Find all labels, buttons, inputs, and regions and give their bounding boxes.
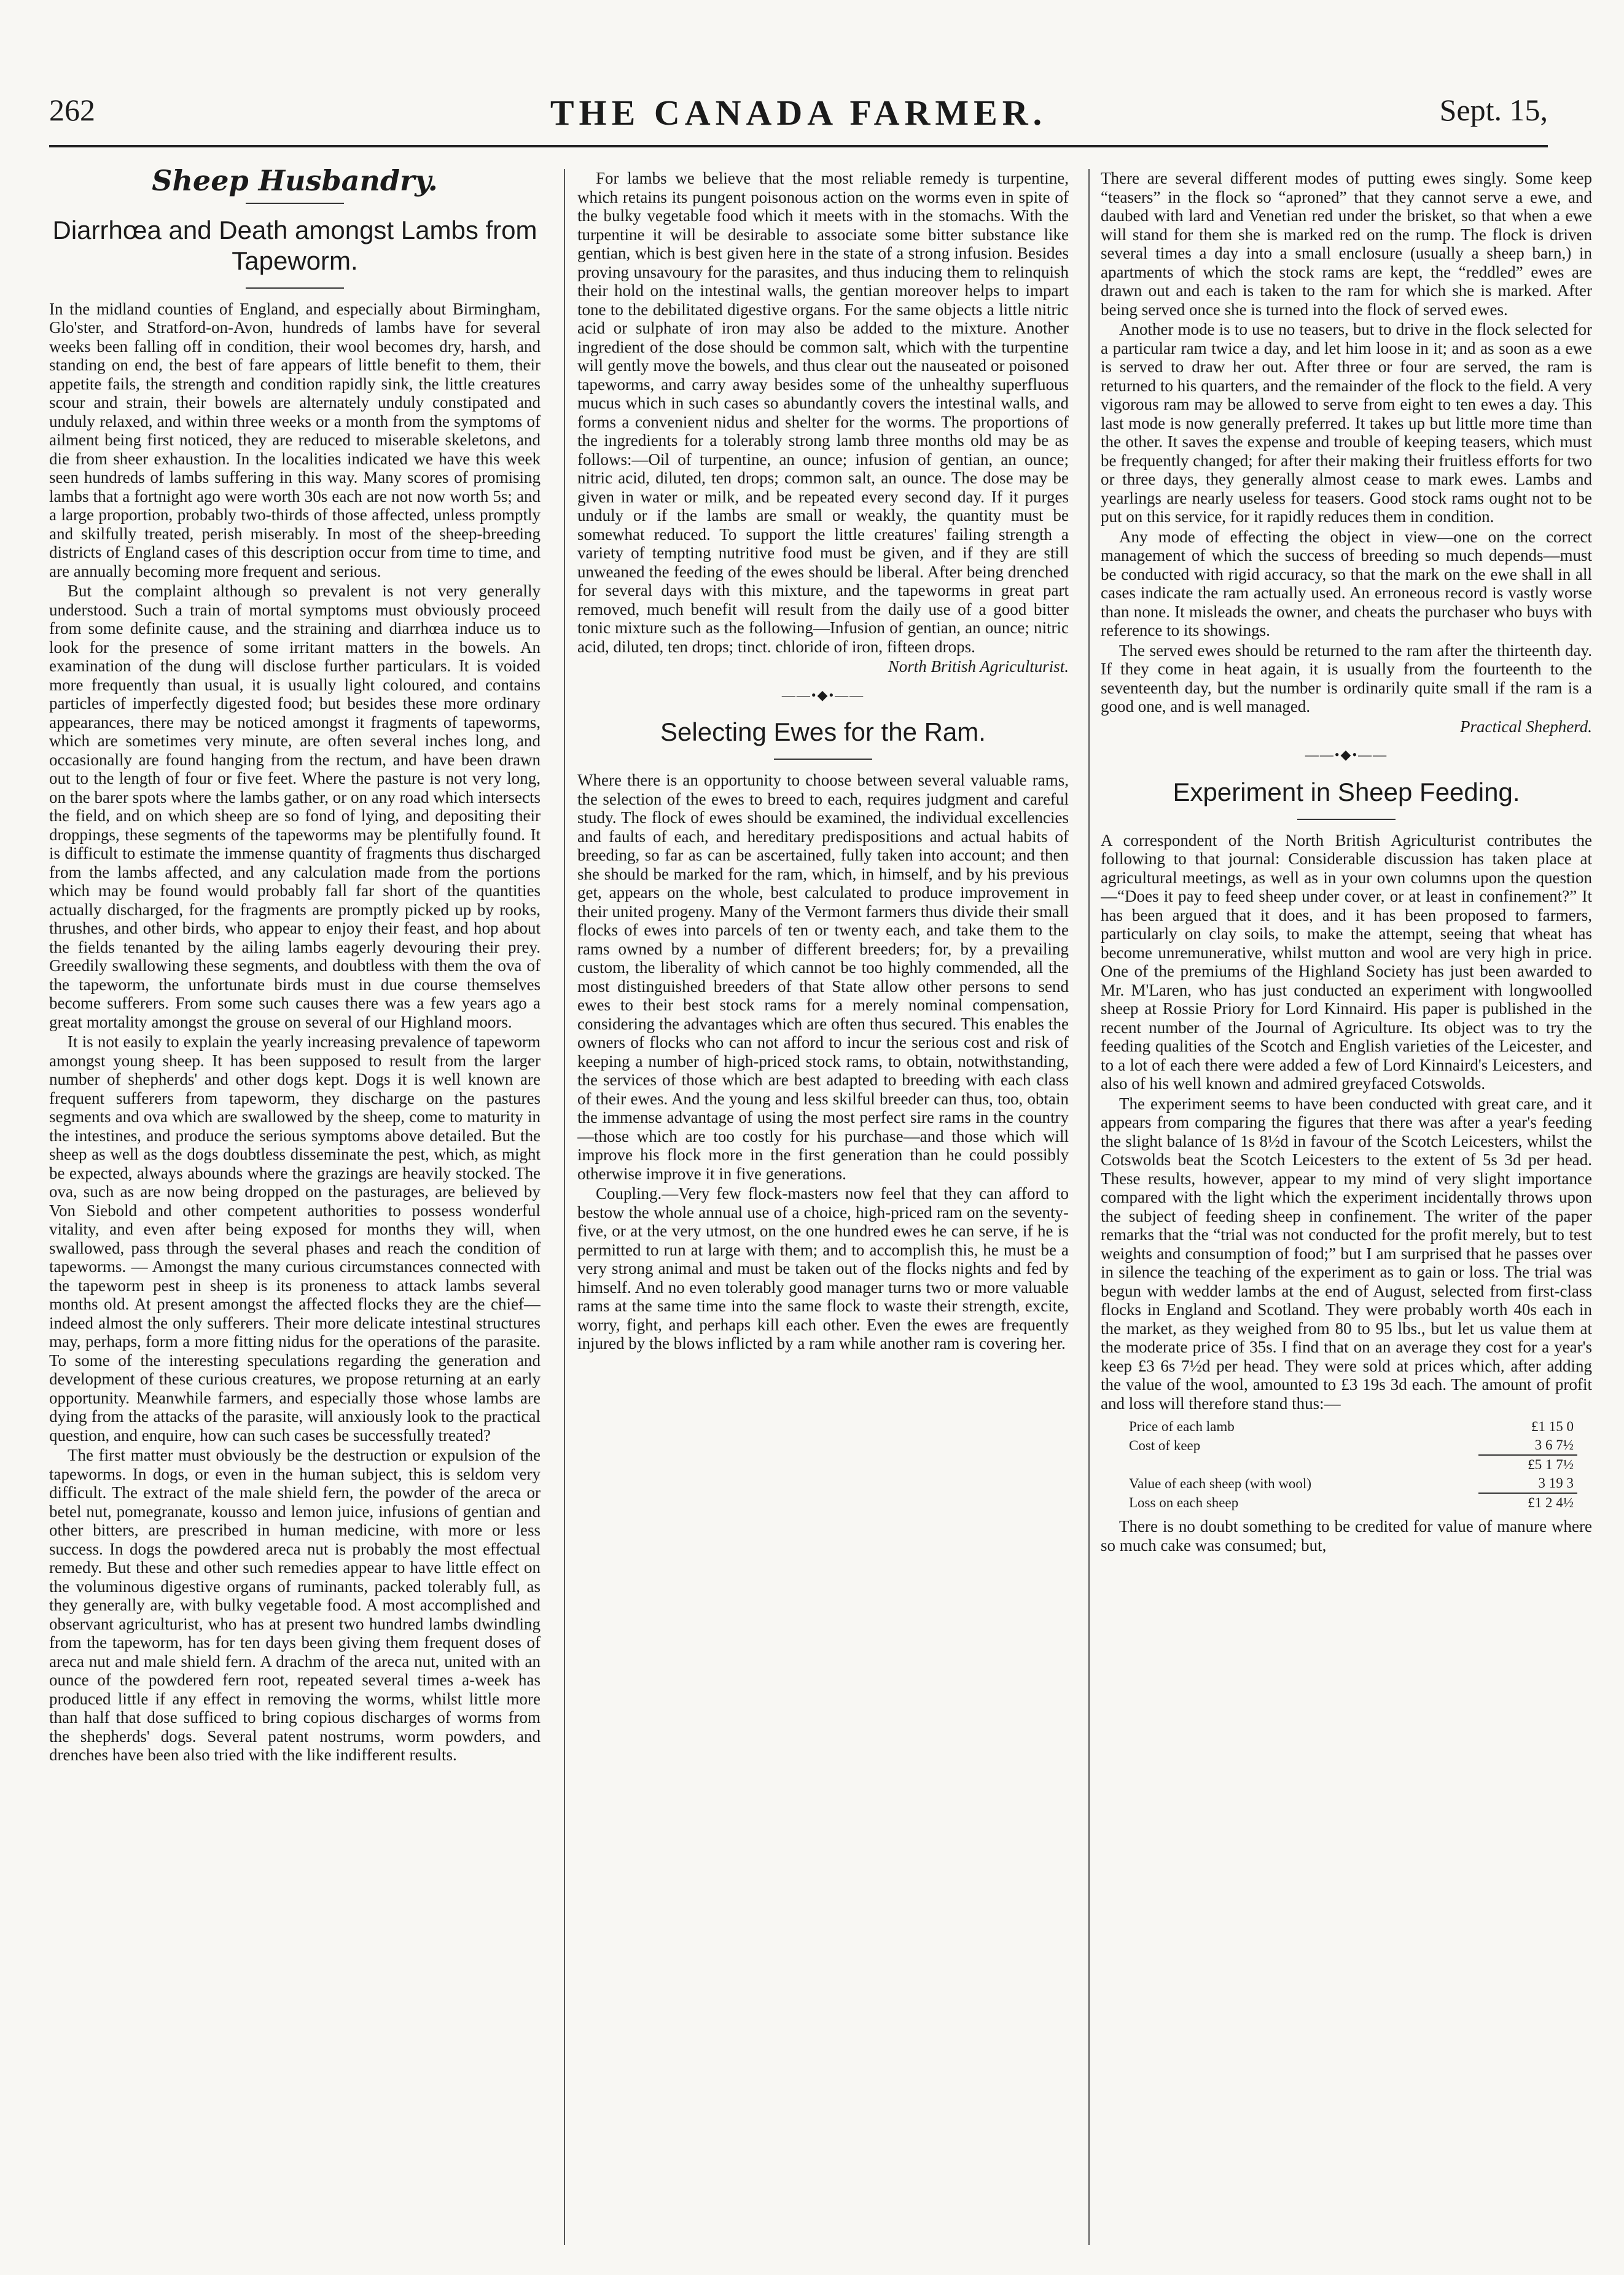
article-paragraph: There is no doubt something to be credited for value of manure where so much cake was consumed; but, <box>1101 1517 1592 1555</box>
table-label: Cost of keep <box>1129 1437 1201 1453</box>
profit-loss-table <box>1125 1418 1577 1512</box>
article-paragraph: Where there is an opportunity to choose between several valuable rams, the selection of the ewes to breed to each, requires judgment and careful study. The flock of ewes should be examined, the individual excellencies and faults of each, and hereditary predispositions and actual habits of breeding, so far as can be ascertained, fully taken into account; and then she should be marked for the ram, which, in himself, and by his previous get, appears on the whole, best calculated to produce improvement in their united progeny. Many of the Vermont farmers thus divide their small flocks of ewes into parcels of ten or twenty each, and take them to the rams owned by a number of different breeders; for, by a prevailing custom, the liberality of which cannot be too highly commended, all the most distinguished breeders of that State allow other persons to send ewes to their best stock rams for a merely nominal compensation, considering the advantages which are often thus secured. This enables the owners of flocks who can not afford to incur the serious cost and risk of keeping a number of high-priced stock rams, to obtain, notwithstanding, the services of those which are best adapted to breeding with each class of their ewes. And the young and less skilful breeder can thus, too, obtain the immense advantage of using the most perfect sire rams in the country—those which are too costly for his purchase—and those which will improve his flock more in the first generation than he could possibly otherwise improve it in five generations. <box>577 771 1069 1183</box>
article-paragraph: Another mode is to use no teasers, but to drive in the flock selected for a particular ram twice a day, and let him loose in it; and as soon as a ewe is served to draw her out. After three or four are served, the ram is returned to his quarters, and the remainder of the flock to the field. A very vigorous ram may be allowed to serve from eight to ten ewes a day. This last mode is now generally preferred. It takes up but little more time than the other. It saves the expense and trouble of keeping teasers, which must be frequently changed; for after their making their fruitless efforts for two or three days, they generally almost cease to mark ewes. Lambs and yearlings are nearly useless for teasers. Good stock rams ought not to be put on this service, for it rapidly reduces them in condition. <box>1101 320 1592 526</box>
table-row <box>1125 1455 1577 1474</box>
table-row <box>1125 1474 1577 1493</box>
ornament-divider: ——•◆•—— <box>781 687 865 703</box>
column-rule <box>1088 169 1090 2245</box>
article-paragraph: Coupling.—Very few flock-masters now feel that they can afford to bestow the whole annual use of a choice, high-priced ram on the seventy-five, or at the very utmost, on the one hundred ewes he can serve, if he is permitted to run at large with them; and to accomplish this, he must be a very strong animal and must be taken out of the flocks nights and fed by himself. And no even tolerably good manager turns two or more valuable rams at the same time into the same flock to waste their strength, excite, worry, fight, and perhaps kill each other. Even the ewes are frequently injured by the blows inflicted by a ram while another ram is covering her. <box>577 1184 1069 1352</box>
divider <box>246 287 344 289</box>
article-paragraph: A correspondent of the North British Agriculturist contributes the following to that journal: Considerable discussion has taken place at agricultural meetings, as well as in your own columns upon the question—“Does it pay to feed sheep under cover, or at least in confinement?” It has been argued that it does, and it has been proposed to farmers, particularly on clay soils, to make the attempt, seeing that wheat has become unremunerative, whilst mutton and wool are very high in price. One of the premiums of the Highland Society has just been awarded to Mr. M'Laren, who has just conducted an experiment with longwoolled sheep at Rossie Priory for Lord Kinnaird. His paper is published in the recent number of the Journal of Agriculture. Its object was to try the feeding qualities of the Scotch and English varieties of the Leicester, and to a lot of each there were added a few of Lord Kinnaird's Leicesters, and also of his well known and admired greyfaced Cotswolds. <box>1101 830 1592 1093</box>
column-rule <box>564 169 565 2245</box>
section-heading: Sheep Husbandry. <box>152 169 438 197</box>
table-label: Price of each lamb <box>1129 1419 1235 1434</box>
column-1 <box>49 169 541 2251</box>
table-value: £1 15 0 <box>1531 1419 1574 1434</box>
divider <box>774 759 872 760</box>
issue-date: Sept. 15, <box>1439 93 1548 127</box>
article-source: North British Agriculturist. <box>888 657 1069 676</box>
article-paragraph: The first matter must obviously be the destruction or expulsion of the tapeworms. In dogs, or even in the human subject, this is seldom very difficult. The extract of the male shield fern, the powder of the areca or betel nut, pomegranate, kousso and lemon juice, infusions of gentian and other bitters, are prescribed in human medicine, with more or less success. In dogs the powdered areca nut is probably the most effectual remedy. But these and other such remedies appear to have little effect on the voluminous digestive organs of ruminants, packed tolerably full, as they generally are, with bulky vegetable food. A most accomplished and observant agriculturist, who has at present two hundred lambs dwindling from the tapeworm, has for ten days been giving them frequent doses of areca nut and male shield fern. A drachm of the areca nut, united with an ounce of the powdered fern root, repeated several times a-week has produced little if any effect in removing the worms, whilst little more than half that dose sufficed to bring copious discharges of worms from the shepherds' dogs. Several patent nostrums, worm powders, and drenches have been also tried with the like indifferent results. <box>49 1446 541 1764</box>
article-paragraph: But the complaint although so prevalent is not very generally understood. Such a train of mortal symptoms must obviously proceed from some definite cause, and the straining and diarrhœa induce us to look for the presence of some irritant matters in the bowels. An examination of the dung will disclose further particulars. It is voided more frequently than usual, it is usually light coloured, and contains particles of imperfectly digested food; but besides these more ordinary appearances, there may be noticed amongst it fragments of tapeworms, which are sometimes very minute, are often several inches long, and occasionally are found hanging from the rectum, and have been drawn out to the length of four or five feet. Where the pasture is not very long, on the barer spots where the lambs gather, or on any road which intersects the field, and on which sheep are so fond of lying, and depositing their droppings, these segments of the tapeworms may be plentifully found. It is difficult to estimate the immense quantity of fragments thus discharged from the lambs affected, and any calculation made from the portions which may be found would probably fall far short of the quantities actually discharged, for the fragments are promptly picked up by rooks, thrushes, and other birds, who appear to enjoy their feast, and hop about the fields tenanted by the ailing lambs eagerly devouring their prey. Greedily swallowing these segments, and doubtless with them the ova of the tapeworm, the unfortunate birds must in due course themselves become sufferers. From some such causes there was a few years ago a great mortality amongst the grouse on several of our Highland moors. <box>49 582 541 1031</box>
table-label: Loss on each sheep <box>1129 1494 1239 1510</box>
table-row <box>1125 1493 1577 1512</box>
divider <box>246 203 344 204</box>
table-row <box>1125 1436 1577 1455</box>
table-value: 3 19 3 <box>1538 1475 1574 1491</box>
divider <box>1297 819 1396 820</box>
table-value: £5 1 7½ <box>1478 1455 1577 1474</box>
article-paragraph: For lambs we believe that the most reliable remedy is turpentine, which retains its pungent poisonous action on the worms even in spite of the bulky vegetable food which it meets with in the stomachs. With the turpentine it will be desirable to associate some bitter substance like gentian, which is best given here in the state of a strong infusion. Besides proving unsavoury for the parasites, and thus inducing them to relinquish their hold on the intestinal walls, the gentian moreover helps to impart tone to the debilitated digestive organs. For the same objects a little nitric acid or sulphate of iron may also be added to the mixture. Another ingredient of the dose should be common salt, which with the turpentine will gently move the bowels, and thus clear out the nauseated or poisoned tapeworms, and carry away besides some of the unhealthy superfluous mucus which in such cases so abundantly covers the intestinal walls, and forms a convenient nidus and shelter for the worms. The proportions of the ingredients for a tolerably strong lamb three months old may be as follows:—Oil of turpentine, an ounce; infusion of gentian, an ounce; nitric acid, diluted, ten drops; common salt, an ounce. The dose may be given in water or milk, and be repeated every second day. If it purges unduly or if the lambs are small or weakly, the quantity must be somewhat reduced. To support the little creatures' failing strength a variety of tempting nutritive food must be given, and if they are still unweaned the feeding of the ewes should be liberal. After being drenched for several days with this mixture, and the tapeworms in great part removed, much benefit will result from the daily use of a good bitter tonic mixture such as the following—Infusion of gentian, an ounce; nitric acid, diluted, ten drops; tinct. chloride of iron, fifteen drops. <box>577 169 1069 656</box>
article-paragraph: It is not easily to explain the yearly increasing prevalence of tapeworm amongst young sheep. It has been supposed to result from the larger number of shepherds' and other dogs kept. Dogs it is well known are frequent sufferers from tapeworm, they discharge on the pastures segments and ova which are swallowed by the sheep, come to maturity in the intestines, and produce the serious symptoms above detailed. But the sheep as well as the dogs doubtless disseminate the pest, which, as might be expected, always abounds where the grazings are heavily stocked. The ova, such as are now being dropped on the pasturages, are believed by Von Siebold and other competent authorities to possess wonderful vitality, and even after being exposed for months they will, when swallowed, pass through the several phases and reach the condition of tapeworms. — Amongst the many curious circumstances connected with the tapeworm pest in sheep is its proneness to attack lambs several months old. At present amongst the affected flocks they are the chief—indeed almost the only sufferers. Their more delicate intestinal structures may, perhaps, form a more fitting nidus for the operations of the parasite. To some of the interesting speculations regarding the generation and development of these curious creatures, we propose returning at an early opportunity. Meanwhile farmers, and especially those whose lambs are dying from the attacks of the parasite, will anxiously look to the practical question, and enquire, how can such cases be successfully treated? <box>49 1032 541 1445</box>
article-paragraph: There are several different modes of putting ewes singly. Some keep “teasers” in the flock so “aproned” that they cannot serve a ewe, and daubed with lard and Venetian red under the brisket, so that when a ewe will stand for them she is marked red on the rump. The flock is driven several times a day into a small enclosure (usually a sheep barn,) in apartments of which the stock rams are kept, the “reddled” ewes are drawn out and each is taken to the ram for which she is marked. After being served once she is turned into the flock of served ewes. <box>1101 169 1592 319</box>
column-3 <box>1101 169 1592 2251</box>
table-label: Value of each sheep (with wool) <box>1129 1475 1311 1491</box>
table-row <box>1125 1418 1577 1436</box>
page-number: 262 <box>49 93 95 127</box>
article-paragraph: Any mode of effecting the object in view—one on the correct management of which the success of breeding so much depends—must be conducted with rigid accuracy, so that the mark on the ewe shall in all cases indicate the ram actually used. An erroneous record is vastly worse than none. It misleads the owner, and cheats the purchaser who buys with reference to its showings. <box>1101 527 1592 639</box>
article-paragraph: In the midland counties of England, and especially about Birmingham, Glo'ster, and Stratford-on-Avon, hundreds of lambs have for several weeks been falling off in condition, their wool becomes dry, harsh, and standing on end, the best of fare appears of little benefit to them, their appetite fails, the strength and condition rapidly sink, the little creatures scour and strain, their bowels are alternately unduly constipated and unduly relaxed, and within three weeks or a month from the symptoms of ailment being first noticed, they are reduced to miserable skeletons, and die from sheer exhaustion. In the localities indicated we have this week seen hundreds of lambs suffering in this way. Many scores of promising lambs that a fortnight ago were worth 30s each are not now worth 5s; and a large proportion, probably two-thirds of those affected, unless promptly and skilfully treated, perish miserably. In most of the sheep-breeding districts of England cases of this description occur from time to time, and are annually becoming more frequent and serious. <box>49 299 541 580</box>
table-value: 3 6 7½ <box>1534 1437 1574 1453</box>
article-title-tapeworm: Diarrhœa and Death amongst Lambs from Tapeworm. <box>52 215 537 275</box>
column-2 <box>577 169 1069 2251</box>
article-title-ewes: Selecting Ewes for the Ram. <box>660 717 986 746</box>
ornament-divider: ——•◆•—— <box>1305 747 1388 762</box>
article-title-feeding: Experiment in Sheep Feeding. <box>1173 777 1520 806</box>
article-source: Practical Shepherd. <box>1460 717 1592 736</box>
table-value: £1 2 4½ <box>1478 1493 1577 1512</box>
article-paragraph: The served ewes should be returned to the ram after the thirteenth day. If they come in heat again, it is usually from the fourteenth to the seventeenth day, but the number is ordinarily quite small if the ram is a good one, and is well managed. <box>1101 641 1592 716</box>
page-header <box>49 92 1548 147</box>
table-label <box>1125 1455 1478 1474</box>
article-paragraph: The experiment seems to have been conducted with great care, and it appears from comparing the figures that there was after a year's feeding the slight balance of 1s 8½d in favour of the Scotch Leicesters, whilst the Cotswolds beat the Scotch Leicesters to the extent of 5s 3d per head. These results, however, appear to my mind of very slight importance compared with the light which the experiment incidentally throws upon the subject of feeding sheep in confinement. The writer of the paper remarks that the “trial was not conducted for the profit merely, but to test weights and consumption of food;” but I am surprised that he passes over in silence the teaching of the experiment as to gain or loss. The trial was begun with wedder lambs at the end of August, selected from first-class flocks in England and Scotland. They were probably worth 40s each in the market, as they weighed from 80 to 95 lbs., but let us value them at the moderate price of 35s. I find that on an average they cost for a year's keep £3 6s 7½d per head. They were sold at prices which, after adding the value of the wool, amounted to £3 19s 3d each. The amount of profit and loss will therefore stand thus:— <box>1101 1094 1592 1413</box>
masthead-title: THE CANADA FARMER. <box>550 93 1047 133</box>
